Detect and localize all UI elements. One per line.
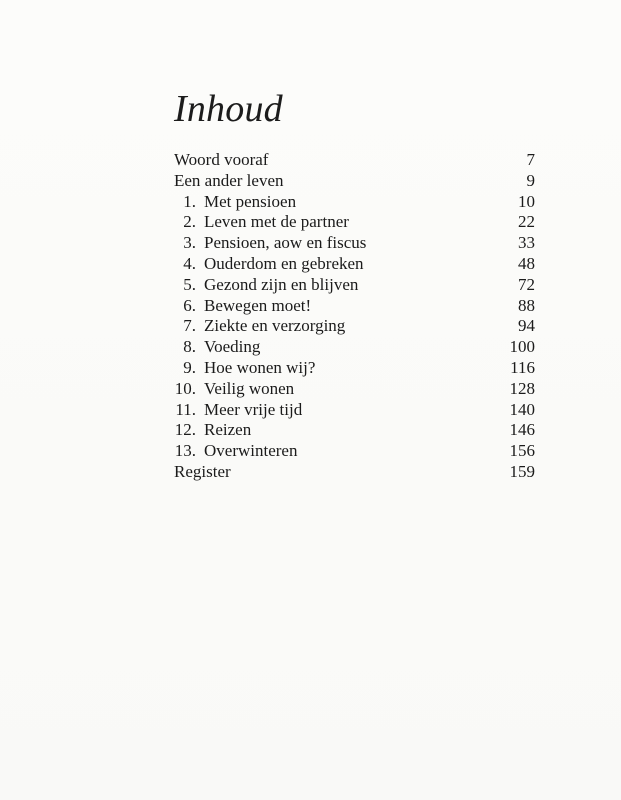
toc-entry-number: 1. — [183, 191, 196, 211]
toc-entry-page: 10 — [518, 191, 535, 211]
toc-entry — [174, 400, 535, 421]
toc-entry-title: Woord vooraf — [174, 150, 269, 169]
toc-entry-title: Leven met de partner — [204, 212, 349, 232]
toc-entry-title: Ziekte en verzorging — [204, 316, 346, 336]
toc-entry-page: 116 — [510, 357, 535, 377]
toc-entry — [174, 171, 535, 192]
toc-entry-page: 140 — [509, 399, 535, 419]
toc-entry-page: 128 — [509, 378, 535, 398]
toc-entry — [174, 379, 535, 400]
toc-entry-page: 22 — [518, 212, 535, 232]
page-title: Inhoud — [174, 88, 283, 131]
toc-entry-title: Voeding — [204, 337, 261, 357]
toc-entry-page: 100 — [509, 337, 535, 357]
toc-entry — [174, 316, 535, 337]
toc-entry — [174, 420, 535, 441]
toc-entry-number: 13. — [174, 441, 196, 461]
toc-entry-title: Gezond zijn en blijven — [204, 274, 359, 294]
toc-entry-number: 12. — [174, 420, 196, 440]
toc-entry-title: Pensioen, aow en fiscus — [204, 233, 367, 253]
toc-entry-number: 8. — [183, 337, 196, 357]
toc-entry-title: Een ander leven — [174, 170, 284, 190]
toc-entry-number: 2. — [183, 212, 196, 232]
toc-entry-title: Meer vrije tijd — [204, 399, 303, 419]
toc-entry — [174, 192, 535, 213]
toc-entry-page: 159 — [509, 461, 535, 481]
toc-entry-page: 48 — [518, 253, 535, 273]
toc-entry — [174, 296, 535, 317]
toc-entry — [174, 441, 535, 462]
toc-entry-title: Bewegen moet! — [204, 295, 312, 315]
toc-entry-number: 4. — [183, 253, 196, 273]
toc-entry — [174, 337, 535, 358]
toc-entry-number: 11. — [175, 399, 196, 419]
toc-entry-page: 33 — [518, 233, 535, 253]
toc-entry-number: 7. — [183, 316, 196, 336]
toc-entry — [174, 212, 535, 233]
toc-entry-title: Overwinteren — [204, 441, 298, 461]
toc-entry-title: Ouderdom en gebreken — [204, 253, 364, 273]
toc-entry — [174, 275, 535, 296]
toc-entry-number: 6. — [183, 295, 196, 315]
toc-entry-title: Reizen — [204, 420, 252, 440]
toc-entry-page: 94 — [518, 316, 535, 336]
toc-entry — [174, 233, 535, 254]
toc-entry-page: 9 — [526, 170, 535, 190]
toc-entry-page: 88 — [518, 295, 535, 315]
toc-entry-number: 3. — [183, 233, 196, 253]
toc-entry-title: Register — [174, 461, 231, 481]
toc-entry-number: 5. — [183, 274, 196, 294]
toc-entry-page: 7 — [526, 150, 535, 169]
toc-entry — [174, 150, 535, 171]
toc-entry-page: 146 — [509, 420, 535, 440]
toc-entry-title: Hoe wonen wij? — [204, 357, 316, 377]
table-of-contents — [174, 150, 535, 483]
toc-entry-number: 10. — [174, 378, 196, 398]
toc-entry-number: 9. — [183, 357, 196, 377]
toc-entry-title: Met pensioen — [204, 191, 297, 211]
toc-entry-page: 156 — [509, 441, 535, 461]
toc-entry — [174, 358, 535, 379]
toc-entry — [174, 254, 535, 275]
toc-entry — [174, 462, 535, 483]
toc-entry-page: 72 — [518, 274, 535, 294]
toc-entry-title: Veilig wonen — [204, 378, 295, 398]
